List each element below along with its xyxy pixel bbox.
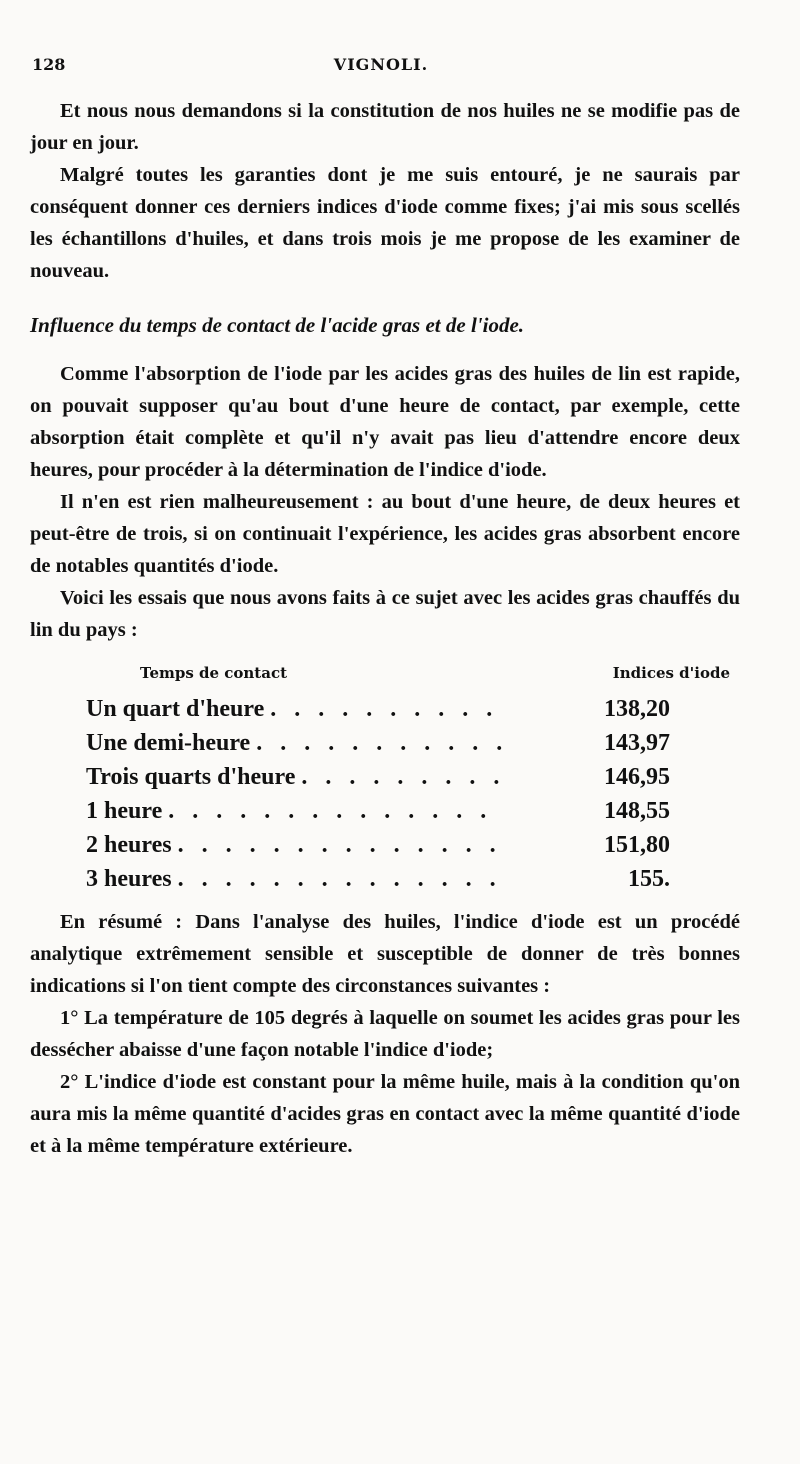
row-time: Une demi-heure <box>86 730 251 756</box>
table-row <box>30 760 740 794</box>
row-value: 155. <box>628 866 670 892</box>
page-header <box>30 55 740 95</box>
leader-dots: . . . . . . . . . . . <box>256 730 509 756</box>
paragraph: Il n'en est rien malheureusement : au bout d'une heure, de deux heures et peut-être de trois, si on continuait l'expérience, les acides gras absorbent encore de notables quantités d'iode. <box>30 491 740 577</box>
running-title: VIGNOLI. <box>333 55 429 74</box>
row-time: 3 heures <box>86 866 172 892</box>
section-title: Influence du temps de contact de l'acide gras et de l'iode. <box>30 313 525 337</box>
table-row <box>30 794 740 828</box>
table-row <box>30 726 740 760</box>
book-page <box>30 55 740 1162</box>
page-number: 128 <box>32 55 66 74</box>
column-header-index: Indices d'iode <box>612 664 730 682</box>
leader-dots: . . . . . . . . . . . . . . <box>177 866 502 892</box>
leader-dots: . . . . . . . . . . <box>270 696 499 722</box>
row-value: 146,95 <box>604 764 670 790</box>
table-row <box>30 862 740 896</box>
row-value: 138,20 <box>604 696 670 722</box>
conclusion <box>30 906 740 1162</box>
table-row <box>30 692 740 726</box>
row-value: 148,55 <box>604 798 670 824</box>
row-time: Un quart d'heure <box>86 696 265 722</box>
data-table <box>30 692 740 896</box>
row-time: Trois quarts d'heure <box>86 764 296 790</box>
paragraph: En résumé : Dans l'analyse des huiles, l'indice d'iode est un procédé analytique extrêmement sensible et susceptible de donner de très bonnes indications si l'on tient compte des circonstances suivantes : <box>30 911 740 997</box>
table-row <box>30 828 740 862</box>
leader-dots: . . . . . . . . . . . . . . <box>177 832 502 858</box>
row-value: 143,97 <box>604 730 670 756</box>
row-value: 151,80 <box>604 832 670 858</box>
leader-dots: . . . . . . . . . <box>301 764 506 790</box>
paragraph: Et nous nous demandons si la constitution de nos huiles ne se modifie pas de jour en jour. <box>30 100 740 154</box>
paragraph: Voici les essais que nous avons faits à ce sujet avec les acides gras chauffés du lin du pays : <box>30 587 740 641</box>
paragraph: 2° L'indice d'iode est constant pour la même huile, mais à la condition qu'on aura mis la même quantité d'acides gras en contact avec la même quantité d'iode et à la même température extérieure. <box>30 1071 740 1157</box>
paragraph: 1° La température de 105 degrés à laquelle on soumet les acides gras pour les dessécher abaisse d'une façon notable l'indice d'iode; <box>30 1007 740 1061</box>
table-header <box>30 664 740 682</box>
paragraph: Malgré toutes les garanties dont je me suis entouré, je ne saurais par conséquent donner ces derniers indices d'iode comme fixes; j'ai mis sous scellés les échantillons d'huiles, et dans trois mois je me propose de les examiner de nouveau. <box>30 164 740 282</box>
column-header-time: Temps de contact <box>140 664 288 682</box>
paragraph: Comme l'absorption de l'iode par les acides gras des huiles de lin est rapide, on pouvait supposer qu'au bout d'une heure de contact, par exemple, cette absorption était complète et qu'il n'y avait pas lieu d'attendre encore deux heures, pour procéder à la détermination de l'indice d'iode. <box>30 363 740 481</box>
row-time: 1 heure <box>86 798 163 824</box>
leader-dots: . . . . . . . . . . . . . . <box>168 798 493 824</box>
row-time: 2 heures <box>86 832 172 858</box>
